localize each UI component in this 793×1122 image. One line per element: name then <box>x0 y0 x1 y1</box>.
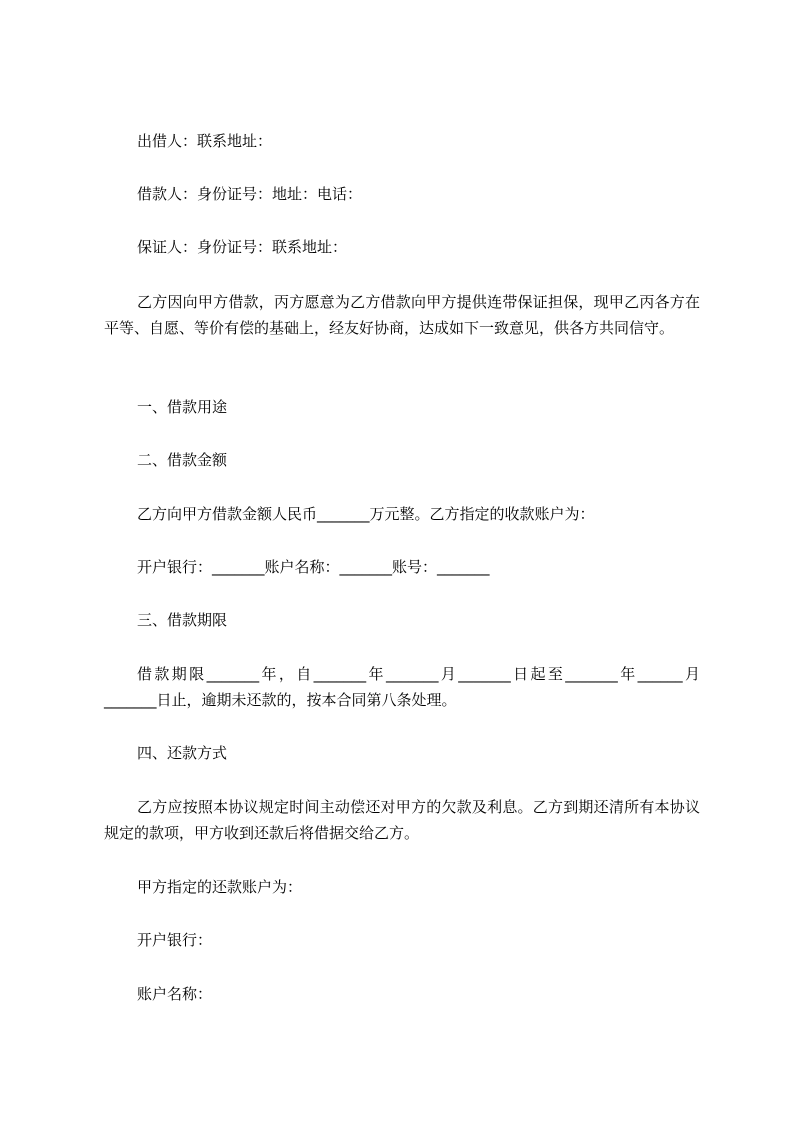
section-1-title: 一、借款用途 <box>137 398 228 416</box>
guarantor-line: 保证人：身份证号：联系地址： <box>137 238 348 256</box>
repayment-bank-line: 开户银行： <box>137 931 213 949</box>
borrower-line: 借款人：身份证号：地址：电话： <box>137 185 363 203</box>
section-2-title: 二、借款金额 <box>137 451 228 469</box>
loan-term-paragraph: 借款期限_______年，自_______年_______月_______日起至_______年______月_______日止，逾期未还款的，按本合同第八条处理。 <box>104 665 700 709</box>
repayment-method-paragraph: 乙方应按照本协议规定时间主动偿还对甲方的欠款及利息。乙方到期还清所有本协议规定的款项，甲方收到还款后将借据交给乙方。 <box>104 798 700 842</box>
receiving-account-line: 开户银行：_______账户名称：_______账号：_______ <box>137 558 490 576</box>
repayment-account-line: 甲方指定的还款账户为： <box>137 878 303 896</box>
lender-line: 出借人：联系地址： <box>137 132 273 150</box>
section-4-title: 四、还款方式 <box>137 744 228 762</box>
loan-amount-line: 乙方向甲方借款金额人民币_______万元整。乙方指定的收款账户为： <box>137 505 595 523</box>
intro-paragraph: 乙方因向甲方借款，丙方愿意为乙方借款向甲方提供连带保证担保，现甲乙丙各方在平等、自愿、等价有偿的基础上，经友好协商，达成如下一致意见，供各方共同信守。 <box>104 293 700 337</box>
section-3-title: 三、借款期限 <box>137 611 228 629</box>
repayment-account-name-line: 账户名称： <box>137 985 213 1003</box>
